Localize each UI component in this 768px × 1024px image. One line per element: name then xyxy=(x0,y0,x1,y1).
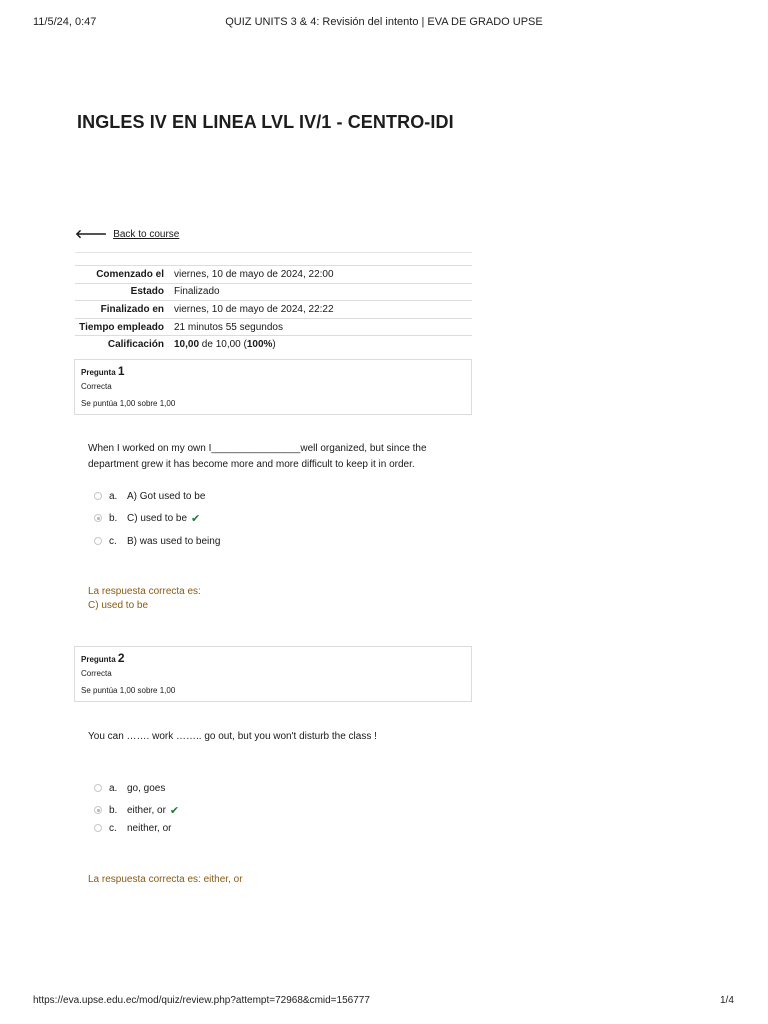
question-info-box xyxy=(74,359,472,415)
question-state: Correcta xyxy=(81,669,112,678)
question-text: You can ……. work …….. go out, but you won't disturb the class ! xyxy=(88,731,377,742)
feedback-line: C) used to be xyxy=(88,600,149,611)
option-letter: b. xyxy=(109,512,118,524)
back-to-course-label[interactable]: Back to course xyxy=(113,228,180,240)
option-text: go, goes xyxy=(127,782,166,794)
answer-option[interactable] xyxy=(94,821,171,835)
answer-option[interactable] xyxy=(94,781,165,795)
answer-option[interactable] xyxy=(94,511,200,525)
option-text: either, or xyxy=(127,804,166,816)
print-date: 11/5/24, 0:47 xyxy=(33,16,97,28)
radio-button[interactable] xyxy=(94,537,102,545)
grade-mid: de 10,00 ( xyxy=(199,339,247,351)
summary-row-finished xyxy=(75,300,472,318)
summary-value: 21 minutos 55 segundos xyxy=(174,321,283,333)
answer-option[interactable] xyxy=(94,489,205,503)
option-letter: c. xyxy=(109,822,117,834)
question-heading-label: Pregunta xyxy=(81,655,116,664)
summary-value: viernes, 10 de mayo de 2024, 22:00 xyxy=(174,268,334,280)
correct-answer-feedback xyxy=(88,585,201,613)
grade-percent: 100% xyxy=(246,339,273,351)
summary-label: Tiempo empleado xyxy=(79,321,164,333)
summary-label: Calificación xyxy=(107,339,164,351)
arrow-left-icon: 🡐 xyxy=(75,227,108,241)
summary-value: viernes, 10 de mayo de 2024, 22:22 xyxy=(174,303,334,315)
radio-button[interactable] xyxy=(94,824,102,832)
question-info-box xyxy=(74,646,472,702)
summary-value xyxy=(174,339,472,350)
option-letter: b. xyxy=(109,804,118,816)
option-letter: a. xyxy=(109,782,118,794)
question-grade: Se puntúa 1,00 sobre 1,00 xyxy=(81,686,176,695)
course-title: INGLES IV EN LINEA LVL IV/1 - CENTRO-IDI xyxy=(77,112,454,132)
grade-end: ) xyxy=(272,339,276,351)
question-text: When I worked on my own I________________well organized, but since the department grew it has become more and more difficult to keep it in order. xyxy=(88,443,427,470)
option-letter: a. xyxy=(109,490,118,502)
feedback-line: La respuesta correcta es: either, or xyxy=(88,874,243,885)
answer-option[interactable] xyxy=(94,534,220,548)
grade-score: 10,00 xyxy=(174,339,200,351)
radio-button[interactable] xyxy=(94,492,102,500)
summary-top-spacer xyxy=(75,252,472,265)
feedback-line: La respuesta correcta es: xyxy=(88,586,201,597)
radio-button-selected[interactable] xyxy=(94,514,102,522)
correct-answer-feedback xyxy=(88,873,243,887)
question-number: 2 xyxy=(117,651,125,665)
summary-label: Finalizado en xyxy=(100,303,164,315)
radio-button[interactable] xyxy=(94,784,102,792)
print-page-number: 1/4 xyxy=(720,995,734,1006)
summary-row-state xyxy=(75,283,472,301)
summary-row-grade xyxy=(75,335,472,353)
attempt-summary-table xyxy=(75,252,472,353)
back-to-course-link[interactable] xyxy=(75,228,179,240)
question-heading xyxy=(81,651,465,667)
radio-button-selected[interactable] xyxy=(94,806,102,814)
question-heading-label: Pregunta xyxy=(81,368,116,377)
option-text: neither, or xyxy=(127,822,172,834)
option-letter: c. xyxy=(109,535,117,547)
question-grade: Se puntúa 1,00 sobre 1,00 xyxy=(81,399,176,408)
option-text: C) used to be xyxy=(127,512,188,524)
answer-option[interactable] xyxy=(94,803,179,817)
option-text: A) Got used to be xyxy=(127,490,206,502)
print-page-title: QUIZ UNITS 3 & 4: Revisión del intento | EVA DE GRADO UPSE xyxy=(225,16,543,28)
checkmark-icon: ✔ xyxy=(191,512,201,525)
print-url: https://eva.upse.edu.ec/mod/quiz/review.php?attempt=72968&cmid=156777 xyxy=(33,995,370,1006)
checkmark-icon: ✔ xyxy=(169,804,180,817)
summary-label: Estado xyxy=(130,286,164,298)
summary-value: Finalizado xyxy=(174,286,220,298)
summary-row-started xyxy=(75,265,472,283)
summary-label: Comenzado el xyxy=(96,268,164,280)
summary-row-time xyxy=(75,318,472,336)
question-heading xyxy=(81,364,465,380)
question-number: 1 xyxy=(117,364,125,378)
option-text: B) was used to being xyxy=(127,535,221,547)
question-state: Correcta xyxy=(81,382,112,391)
